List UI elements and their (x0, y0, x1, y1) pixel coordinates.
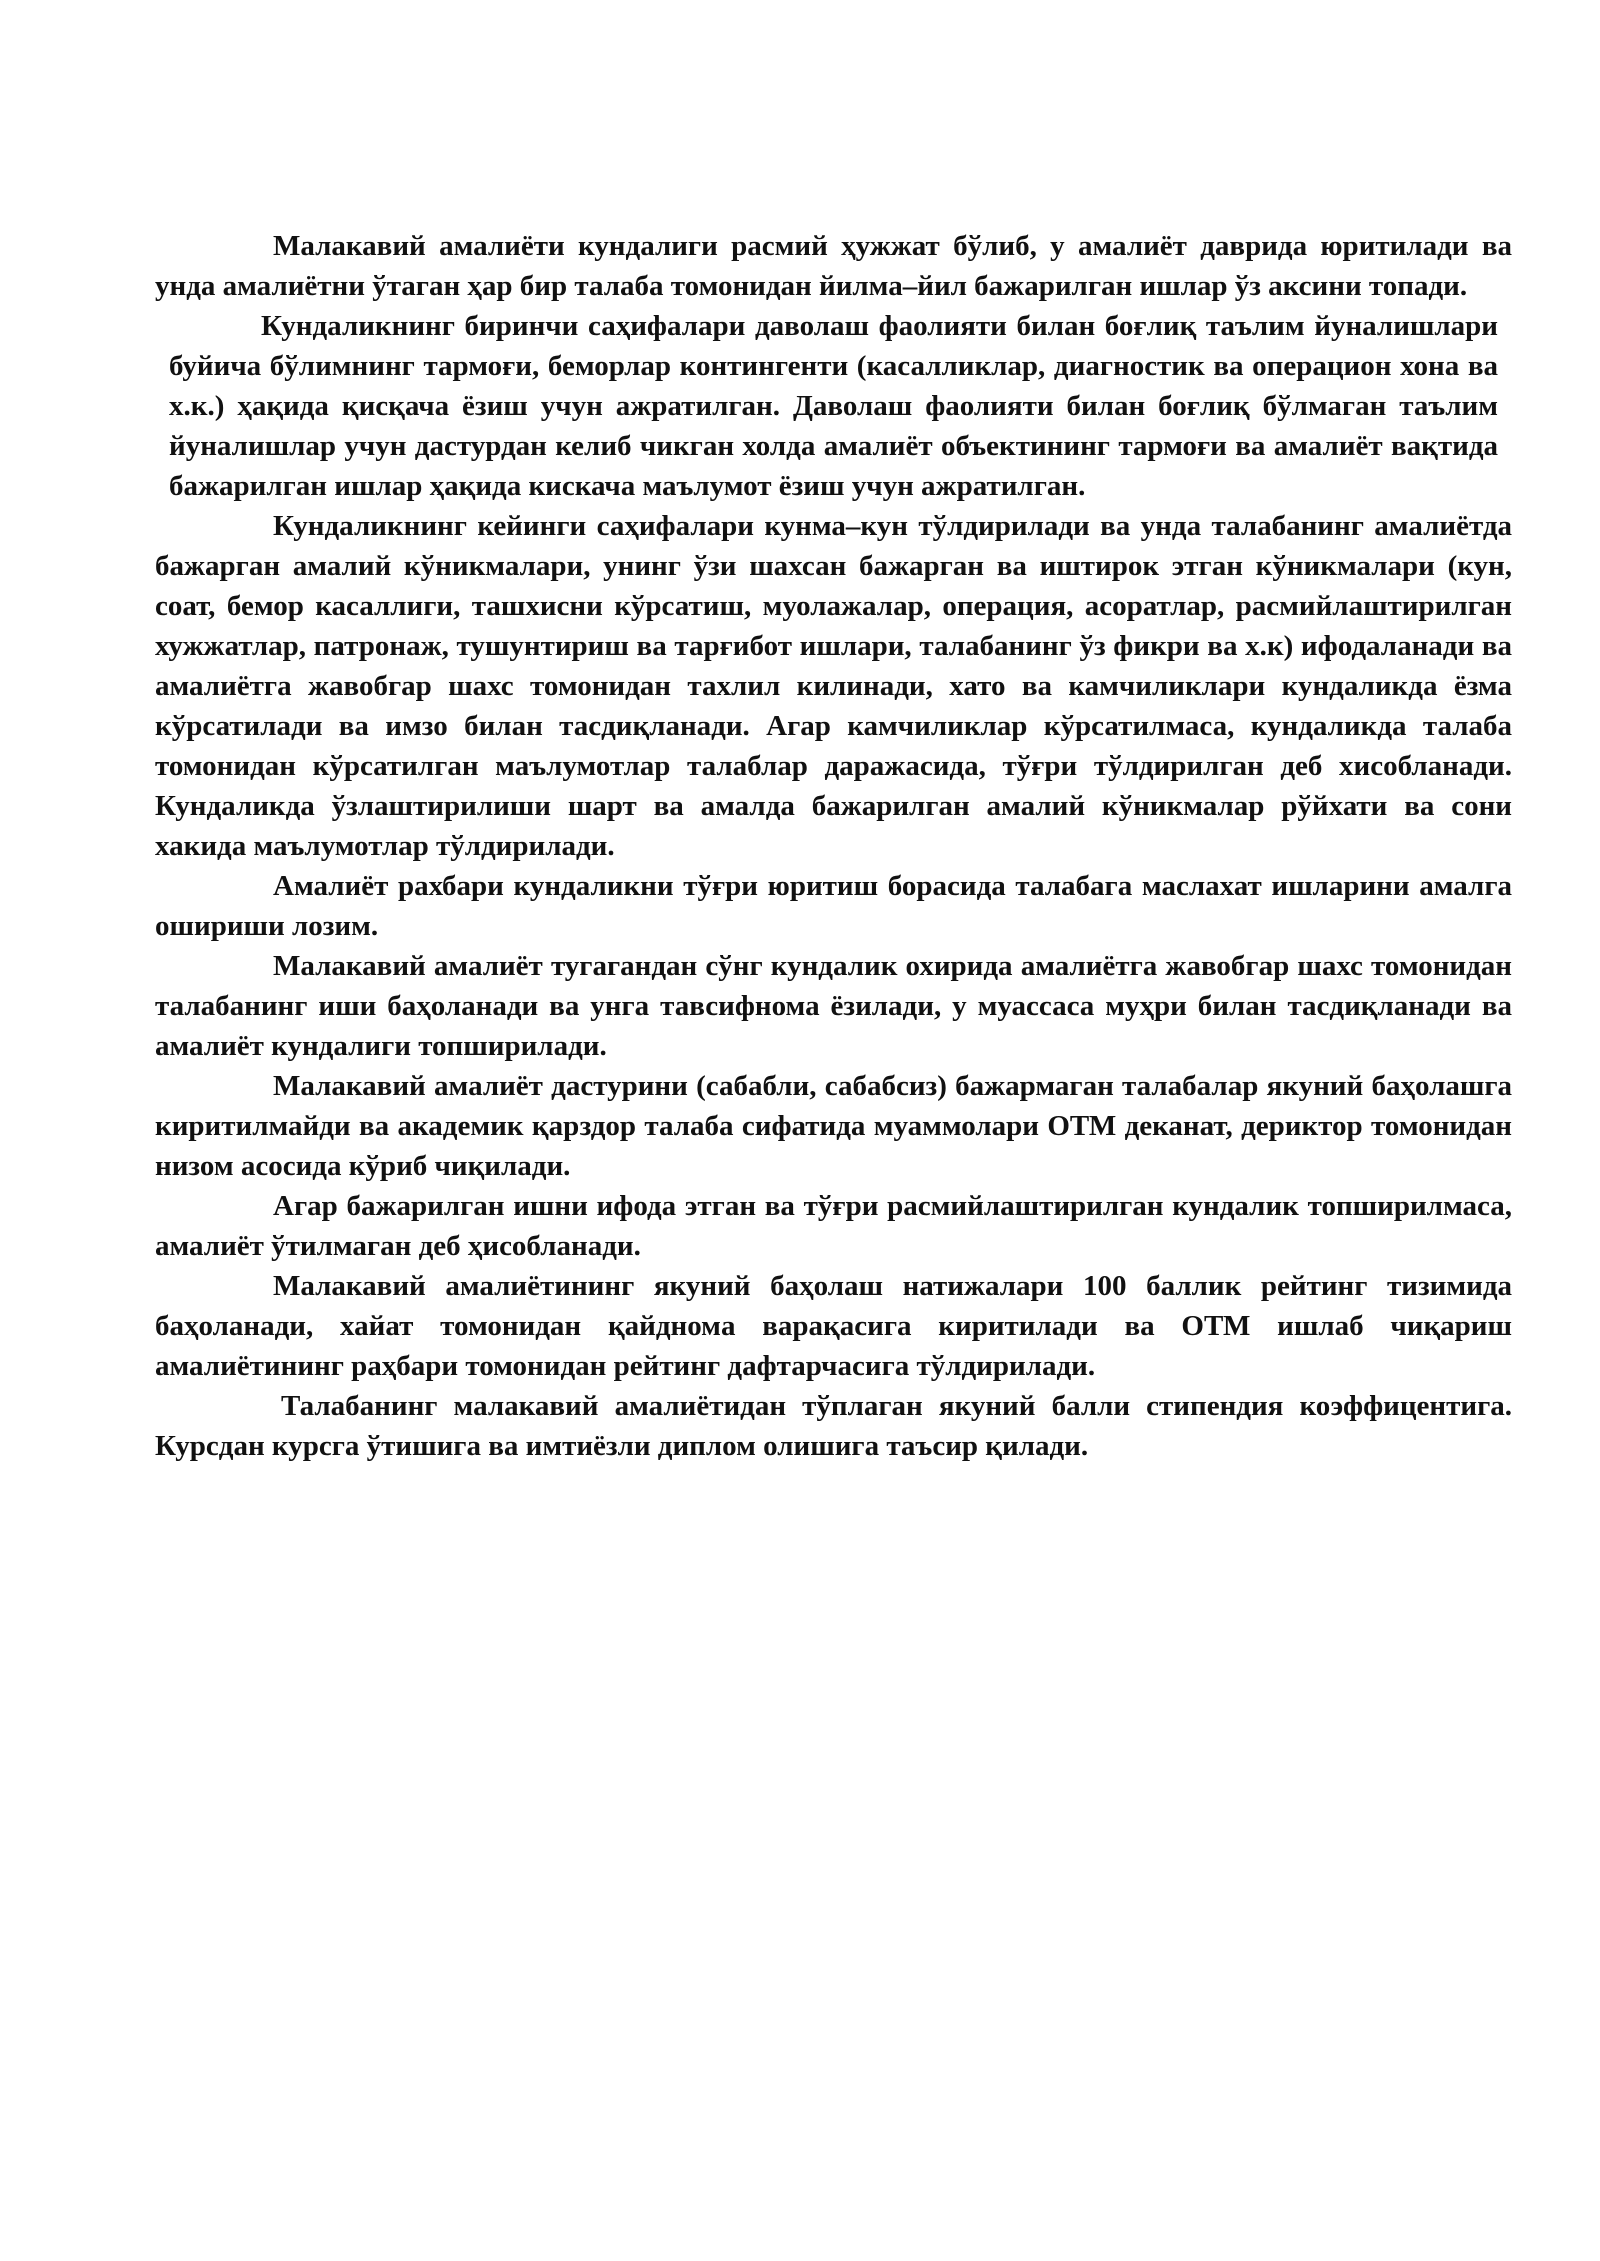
paragraph-rating-system: Малакавий амалиётининг якуний баҳолаш натижалари 100 баллик рейтинг тизимида баҳоланади, хайат томонидан қайдномa варақасига киритилади ва ОТМ ишлаб чиқариш амалиётининг раҳбари томонидан рейтинг дафтарчасига тўлдирилади. (155, 1270, 1512, 1382)
paragraph-evaluation: Малакавий амалиёт тугагандан сўнг кундалик охирида амалиётга жавобгар шахс томонидан талабанинг иши баҳоланади ва унга тавсифнома ёзилади, у муассаса муҳри билан тасдиқланади ва амалиёт кундалиги топширилади. (155, 950, 1512, 1062)
document-body (155, 226, 1512, 1466)
paragraph-following-pages: Кундаликнинг кейинги саҳифалари кунма–кун тўлдирилади ва унда талабанинг амалиётда бажарган амалий кўникмалари, унинг ўзи шахсан бажарган ва иштирок этган кўникмалари (кун, соат, бемор касаллиги, ташхисни кўрсатиш, муолажалар, операция, асоратлар, расмийлаштирилган хужжатлар, патронаж, тушунтириш ва тарғибот ишлари, талабанинг ўз фикри ва х.к) ифодаланади ва амалиётга жавобгар шахс томонидан тахлил килинади, хато ва камчиликлари кундаликда ёзма кўрсатилади ва имзо билан тасдиқланади. Агар камчиликлар кўрсатилмаса, кундаликда талаба томонидан кўрсатилган маълумотлар талаблар даражасида, тўғри тўлдирилган деб хисобланади. Кундаликда ўзлаштирилиши шарт ва амалда бажарилган амалий кўникмалар рўйхати ва сони хакида маълумотлар тўлдирилади. (155, 510, 1512, 862)
paragraph-scholarship-impact: Талабанинг малакавий амалиётидан тўплаган якуний балли стипендия коэффицентига. Курсдан курсга ўтишига ва имтиёзли диплом олишига таъсир қилади. (155, 1390, 1512, 1462)
paragraph-academic-debt: Малакавий амалиёт дастурини (сабабли, сабабсиз) бажармаган талабалар якуний баҳолашга киритилмайди ва академик қарздор талаба сифатида муаммолари ОТМ деканат, дериктор томонидан низом асосида кўриб чиқилади. (155, 1070, 1512, 1182)
paragraph-not-submitted: Агар бажарилган ишни ифода этган ва тўғри расмийлаштирилган кундалик топширилмаса, амалиёт ўтилмаган деб ҳисобланади. (155, 1190, 1512, 1262)
paragraph-diary-definition: Малакавий амалиёти кундалиги расмий ҳужжат бўлиб, у амалиёт даврида юритилади ва унда амалиётни ўтаган ҳар бир талаба томонидан йилма–йил бажарилган ишлар ўз аксини топади. (155, 230, 1512, 302)
paragraph-first-pages: Кундаликнинг биринчи саҳифалари даволаш фаолияти билан боғлиқ таълим йуналишлари буйича бўлимнинг тармоғи, беморлар контингенти (касалликлар, диагностик ва операцион хона ва х.к.) ҳақида қисқача ёзиш учун ажратилган. Даволаш фаолияти билан боғлиқ бўлмаган таълим йуналишлар учун дастурдан келиб чикган холда амалиёт объектининг тармоғи ва амалиёт вақтида бажарилган ишлар ҳақида кискача маълумот ёзиш учун ажратилган. (169, 310, 1498, 502)
paragraph-supervisor-advice: Амалиёт рахбари кундаликни тўғри юритиш борасида талабага маслахат ишларини амалга ошириши лозим. (155, 870, 1512, 942)
